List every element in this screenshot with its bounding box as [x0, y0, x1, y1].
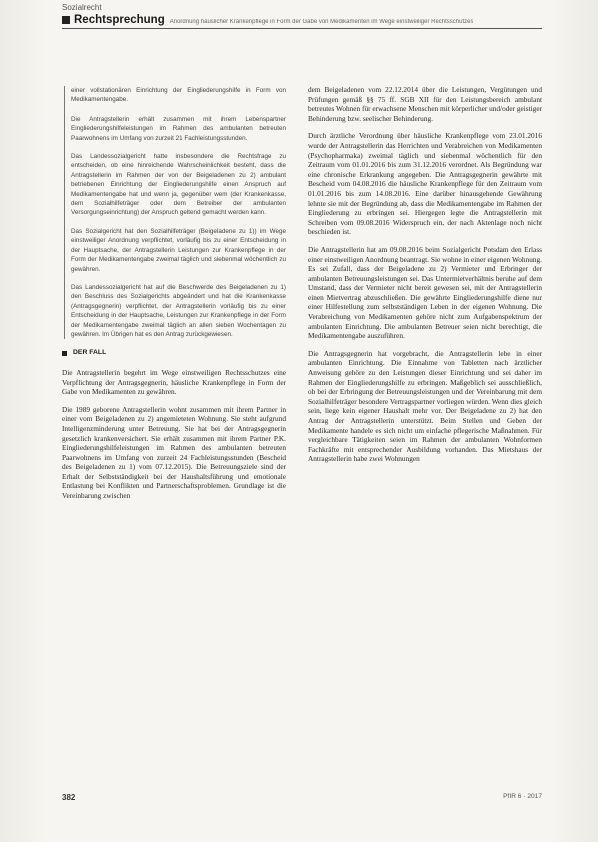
header-subtitle: Anordnung häuslicher Krankenpflege in Form der Gabe von Medikamenten im Wege einstweiliger Rechtsschutzes: [169, 19, 474, 25]
summary-paragraph: Das Landessozialgericht hat auf die Beschwerde des Beigeladenen zu 1) den Beschluss des Sozialgerichts abgeändert und hat die Krankenkasse (Antragsgegnerin) verpflichtet, der Antragstellerin vorläufig bis zu einer Entscheidung in der Hauptsache, Leistungen zur Krankenpflege in der Form der Medikamentengabe zweimal täglich an allen sieben Wochentagen zu gewähren. Im Übrigen hat es den Antrag zurückgewiesen.: [71, 283, 286, 338]
journal-citation: PfIR 6 · 2017: [503, 793, 542, 800]
left-body-text: [62, 368, 286, 501]
bullet-square-icon: [62, 351, 67, 356]
case-summary: [64, 86, 286, 339]
right-column: [308, 85, 542, 472]
body-paragraph: Die Antragstellerin hat am 09.08.2016 beim Sozialgericht Potsdam den Erlass einer einstweiligen Anordnung beantragt. Sie wohne in einer eigenen Wohnung. Es sei Zufall, dass der Beigeladene zu 2) Vermieter und Erbringer der ambulanten Betreuungsleistungen sei. Das Untermietverhältnis beruhe auf dem Umstand, dass der Vermieter nicht bereit gewesen sei, mit der Antragstellerin einen Mietvertrag abzuschließen. Die gewährte Eingliederungshilfe diene nur einer Hilfestellung zum selbstständigen Leben in der eigenen Wohnung. Die Verabreichung von Medikamenten gehöre nicht zum Aufgabenspektrum der ambulanten Einrichtung. Die ambulanten Betreuer seien nicht berechtigt, die Medikamentengabe auszuführen.: [308, 244, 542, 341]
page-footer: [62, 793, 542, 802]
summary-paragraph: Das Landessozialgericht hatte insbesondere die Rechtsfrage zu entscheiden, ob eine hinreichende Wahrscheinlichkeit besteht, dass die Antragstellerin im Rahmen der von der Beigeladenen zu 2) ambulant betriebenen Einrichtung der Eingliederungshilfe einen Anspruch auf Medikamentengabe hat und wenn ja, gegenüber wem (der Krankenkasse, dem Sozialhilfeträger oder dem Betreiber der ambulanten Versorgungseinrichtung) der Anspruch geltend gemacht werden kann.: [71, 153, 286, 217]
running-header: [62, 14, 542, 29]
left-column: [62, 86, 286, 509]
page-number: 382: [62, 793, 76, 802]
body-paragraph: Durch ärztliche Verordnung über häusliche Krankenpflege vom 23.01.2016 wurde der Antragstellerin das Herrichten und Verabreichen von Medikamenten (Psychopharmaka) zweimal täglich und siebenmal wöchentlich für den Zeitraum vom 01.01.2016 bis zum 31.12.2016 verordnet. Als Begründung war eine chronische Erkrankung angegeben. Die Antragsgegnerin gewährte mit Bescheid vom 04.08.2016 die häusliche Krankenpflege für den Zeitraum vom 01.01.2016 bis zum 14.08.2016. Eine darüber hinausgehende Gewährung lehnte sie mit der Begründung ab, dass die Medikamentengabe im Rahmen der Eingliederung zu erbringen sei. Hiergegen legte die Antragstellerin mit Schreiben vom 09.08.2016 Widerspruch ein, der nach Aktenlage noch nicht beschieden ist.: [308, 131, 542, 237]
body-paragraph: Die Antragstellerin begehrt im Wege einstweiligen Rechtsschutzes eine Verpflichtung der Antragsgegnerin, häusliche Krankenpflege in Form der Gabe von Medikamenten zu gewähren.: [62, 367, 286, 397]
section-heading-text: DER FALL: [73, 349, 107, 357]
body-paragraph: dem Beigeladenen vom 22.12.2014 über die Leistungen, Vergütungen und Prüfungen gemäß §§ 75 ff. SGB XII für den Leistungsbereich ambulant betreutes Wohnen für erwachsene Menschen mit körperlicher und/oder geistiger Behinderung bzw. seelischer Behinderung.: [308, 85, 542, 123]
section-label: Sozialrecht: [62, 3, 102, 12]
header-square-icon: [62, 16, 70, 24]
body-paragraph: Die 1989 geborene Antragstellerin wohnt zusammen mit ihrem Partner in einer vom Beigeladenen zu 2) angemieteten Wohnung. Sie steht aufgrund Intelligenzminderung unter Betreuung. Sie hat bei der Antragsgegnerin gesetzlich krankenversichert. Sie erhält zusammen mit ihrem Partner P.K. Eingliederungshilfeleistungen im Rahmen des ambulanten betreuten Paarwohnens im Umfang von zurzeit 24 Fachleistungsstunden (Bescheid des Beigeladenen zu 1) vom 07.12.2015). Die Betreuungsziele sind der Erhalt der Selbstständigkeit bei der Haushaltsführung und emotionale Entlastung bei Konflikten und Partnerschaftsproblemen. Grundlage ist die Vereinbarung zwischen: [62, 404, 286, 501]
summary-paragraph: Die Antragstellerin erhält zusammen mit ihrem Lebenspartner Eingliederungshilfeleistungen im Rahmen des ambulanten betreuten Paarwohnens im Umfang von zurzeit 21 Fachleistungsstunden.: [71, 115, 286, 142]
body-paragraph: Die Antragsgegnerin hat vorgebracht, die Antragstellerin lebe in einer ambulanten Einrichtung. Die Einnahme von Tabletten nach ärztlicher Anweisung gehöre zu den Leistungen dieser Einrichtung und sei daher im Rahmen der Eingliederungshilfe zu erbringen. Maßgeblich sei ausschließlich, ob bei der Erbringung der Betreuungsleistungen und der Vereinbarung mit dem Sozialhilfeträger besondere Vertragspartner vorliegen würden. Wenn dies gleich sein, liege kein eigener Haushalt mehr vor. Der Beigeladene zu 2) hat den Antrag der Antragstellerin unterstützt. Beim Stellen und Geben der Medikamente handele es sich nicht um einfache pflegerische Maßnahmen. Für vergleichbare Tätigkeiten seien im Rahmen der ambulanten Wohnformen Fachkräfte mit entsprechender Ausbildung vorhanden. Das Mietshaus der Antragstellerin habe zwei Wohnungen: [308, 348, 542, 464]
summary-paragraph: einer vollstationären Einrichtung der Eingliederungshilfe in Form von Medikamentengabe.: [71, 87, 286, 104]
rubric-title: Rechtsprechung: [74, 14, 165, 26]
section-heading: [62, 348, 286, 358]
summary-paragraph: Das Sozialgericht hat den Sozialhilfeträger (Beigeladene zu 1)) im Wege einstweiliger Anordnung verpflichtet, vorläufig bis zu einer Entscheidung in der Hauptsache, der Antragstellerin Leistungen zur Krankenpflege in der Form der Medikamentengabe zweimal täglich und siebenmal wöchentlich zu gewähren.: [71, 227, 286, 273]
